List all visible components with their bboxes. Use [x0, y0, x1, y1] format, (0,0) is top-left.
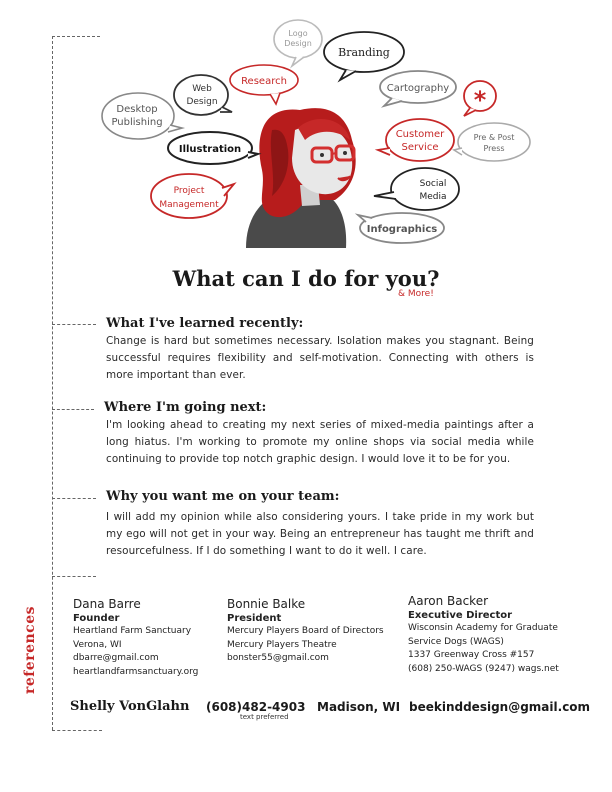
footer-name: Shelly VonGlahn [70, 699, 190, 714]
bubble-label: Media [419, 192, 447, 202]
reference-role: Executive Director [408, 610, 513, 621]
frame-bottom-tick [52, 730, 102, 731]
bubble-label: Research [241, 76, 287, 87]
bubble-label: Logo [288, 29, 308, 38]
bubble-label: Customer [395, 129, 445, 140]
bubble-pre-post-press [454, 123, 530, 161]
bubble-illustration [168, 132, 258, 164]
headline-subtext: & More! [398, 289, 434, 299]
reference-name: Bonnie Balke [227, 597, 306, 611]
bubble-label: Design [186, 97, 218, 107]
bubble-label: Illustration [178, 144, 242, 155]
section-body: I'm looking ahead to creating my next series of mixed-media paintings after a long hiatus. I'm working to promote my online shops via social media while continuing to provide top notch graphic design. I would love it to be for you. [106, 419, 534, 465]
skills-illustration [0, 0, 612, 300]
bubble-research [230, 65, 298, 104]
frame-top-tick [52, 36, 100, 37]
page-headline: What can I do for you? [172, 266, 440, 291]
left-frame-line [52, 36, 53, 730]
reference-card [227, 597, 384, 666]
asterisk-icon: * [473, 86, 487, 114]
section-connector [52, 409, 94, 410]
reference-line: 1337 Greenway Cross #157 [408, 650, 535, 660]
section-title: What I've learned recently: [106, 316, 304, 331]
footer-email[interactable]: beekinddesign@gmail.com [409, 700, 591, 714]
reference-role: Founder [73, 613, 120, 624]
footer-phone[interactable]: (608)482-4903 [206, 700, 306, 714]
references-label: references [22, 606, 38, 694]
bubble-desktop-publishing [102, 93, 182, 139]
bubble-label: Social [419, 179, 447, 189]
reference-card [73, 597, 198, 679]
bubble-branding [324, 32, 404, 80]
section-title: Why you want me on your team: [106, 489, 340, 504]
bubble-label: Design [284, 39, 312, 48]
bubble-label: Desktop [116, 104, 158, 115]
portrait-illustration [246, 108, 356, 248]
reference-card [408, 594, 559, 676]
bubble-cartography [380, 71, 456, 106]
bubble-label: Pre & Post [473, 133, 515, 142]
bubble-label: Service [401, 142, 439, 153]
bubble-label: Project [173, 186, 205, 196]
reference-line: (608) 250-WAGS (9247) wags.net [408, 663, 559, 674]
reference-line: Mercury Players Board of Directors [227, 626, 384, 636]
reference-line: Wisconsin Academy for Graduate [408, 623, 558, 633]
section-title: Where I'm going next: [104, 400, 267, 415]
section-connector [52, 324, 96, 325]
bubble-label: Infographics [366, 224, 438, 235]
references-connector [52, 576, 96, 577]
section-body: Change is hard but sometimes necessary. Isolation makes you stagnant. Being successful requires flexibility and self-motivation. Connecting with others is more important than ever. [106, 335, 534, 381]
reference-line: Service Dogs (WAGS) [408, 636, 504, 647]
bubble-web-design [174, 75, 232, 115]
reference-email[interactable]: dbarre@gmail.com [73, 653, 159, 663]
bubble-label: Publishing [111, 117, 163, 128]
reference-line: Verona, WI [73, 639, 122, 650]
reference-name: Dana Barre [73, 597, 141, 611]
bubble-label: Management [159, 200, 219, 210]
phone-note: text preferred [240, 713, 289, 721]
section-connector [52, 498, 96, 499]
reference-role: President [227, 613, 282, 624]
reference-line: Mercury Players Theatre [227, 639, 337, 650]
bubble-project-management [151, 174, 234, 218]
reference-line: Heartland Farm Sanctuary [73, 626, 192, 636]
bubble-asterisk [464, 81, 496, 116]
bubble-logo-design [274, 20, 322, 66]
reference-website[interactable]: heartlandfarmsanctuary.org [73, 666, 199, 677]
section-body: I will add my opinion while also considering yours. I take pride in my work but my ego will not get in your way. Being an entrepreneur has taught me thrift and resourcefulness. If I do something I want to do it well. I care. [106, 511, 534, 557]
reference-name: Aaron Backer [408, 594, 489, 608]
bubble-label: Branding [338, 46, 390, 59]
bubble-label: Cartography [386, 83, 450, 94]
reference-email[interactable]: bonster55@gmail.com [227, 653, 329, 663]
bubble-customer-service [378, 119, 454, 161]
footer-city: Madison, WI [317, 700, 401, 714]
bubble-social-media [374, 168, 459, 210]
bubble-label: Web [192, 84, 212, 94]
bubble-label: Press [483, 144, 505, 153]
bubble-infographics [358, 213, 444, 243]
